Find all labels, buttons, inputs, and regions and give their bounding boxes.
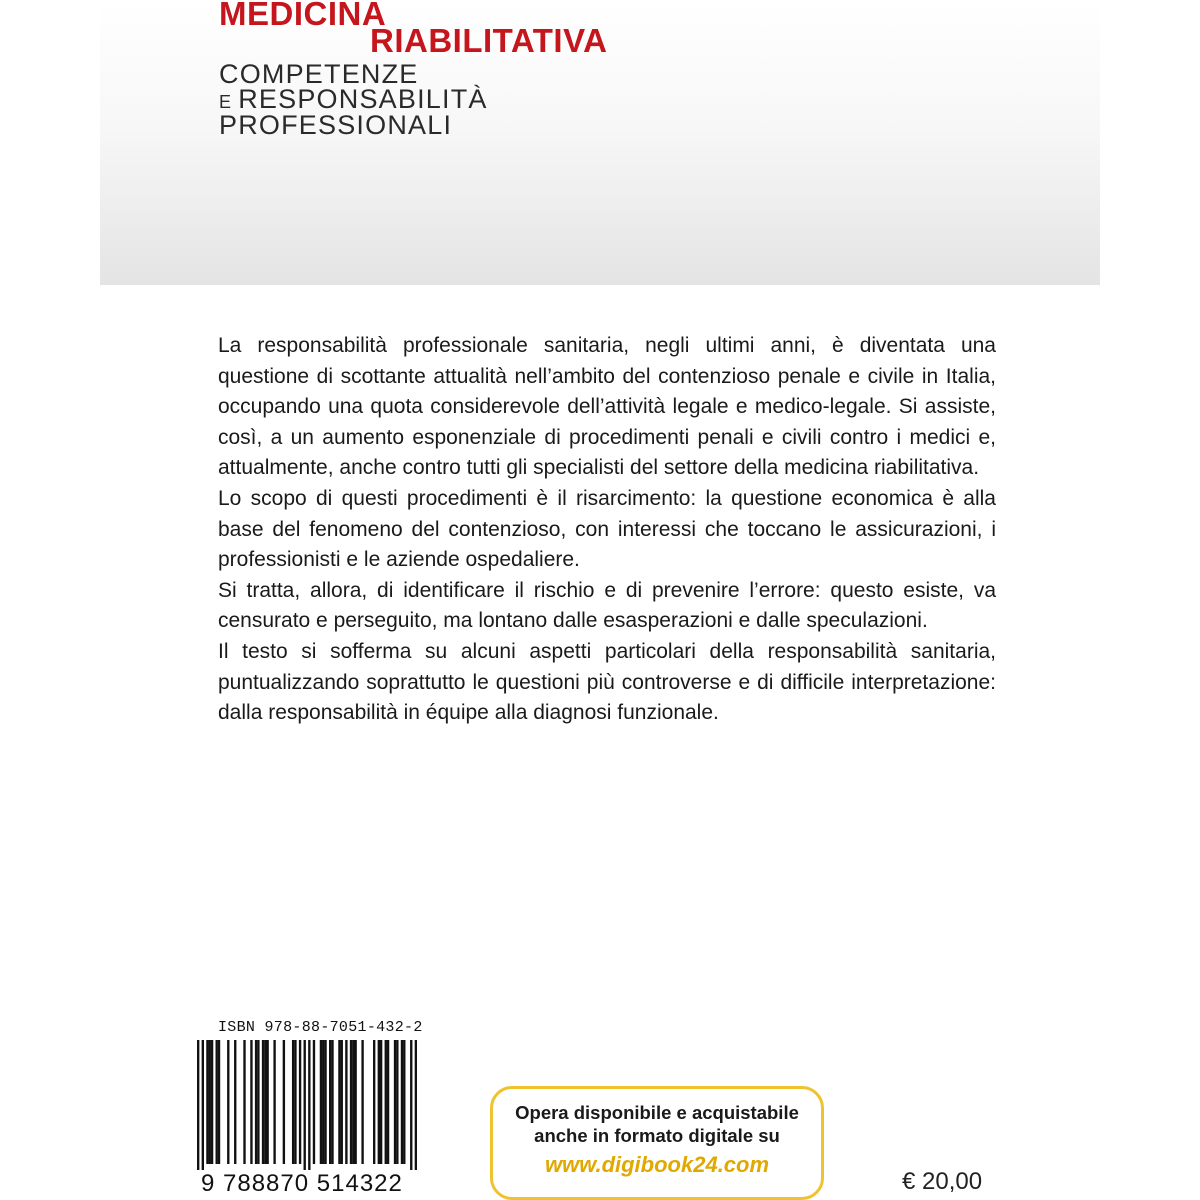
barcode-bar: [266, 1040, 268, 1164]
subtitle-conjunction: E: [219, 92, 233, 112]
barcode-bar: [403, 1040, 405, 1164]
barcode-bar: [206, 1040, 208, 1164]
barcode-bar: [255, 1040, 257, 1164]
barcode-bar: [250, 1040, 252, 1164]
subtitle-line-2: [219, 86, 488, 113]
title-line-2: RIABILITATIVA: [370, 22, 608, 59]
barcode-digits: 9 788870 514322: [201, 1170, 403, 1197]
barcode-bar: [361, 1040, 363, 1164]
barcode-bar: [243, 1040, 245, 1164]
promo-line-2: anche in formato digitale su: [534, 1125, 780, 1146]
barcode-bar: [320, 1040, 322, 1164]
subtitle-line-2-text: RESPONSABILITÀ: [238, 84, 488, 114]
barcode-bar: [341, 1040, 343, 1164]
blurb-paragraph-1: La responsabilità professionale sanitaria, negli ultimi anni, è diventata una questione di scottante attualità nell’ambito del contenzioso penale e civile in Italia, occupando una quota considerevole dell’attività legale e medico-legale. Si assiste, così, a un aumento esponenziale di procedimenti penali e civili contro i medici e, attualmente, anche contro tutti gli specialisti del settore della medicina riabilitativa.: [218, 334, 996, 480]
barcode-bar: [292, 1040, 294, 1164]
barcode-bar: [324, 1040, 326, 1164]
barcode-bar: [209, 1040, 211, 1164]
barcode-bar: [202, 1040, 204, 1170]
barcode-bar: [352, 1040, 354, 1164]
barcode-bar: [345, 1040, 347, 1164]
barcode-bar: [197, 1040, 199, 1170]
barcode-bar: [262, 1040, 264, 1164]
barcode-bar: [380, 1040, 382, 1164]
barcode-bar: [410, 1040, 412, 1170]
blurb-paragraph-2: Lo scopo di questi procedimenti è il risarcimento: la questione economica è alla base del fenomeno del contenzioso, con interessi che toccano le assicurazioni, i professionisti e le aziende ospedaliere.: [218, 486, 996, 572]
barcode-bar: [338, 1040, 340, 1164]
barcode-bar: [264, 1040, 266, 1164]
price-label: € 20,00: [902, 1168, 983, 1195]
isbn-label: ISBN 978-88-7051-432-2: [218, 1019, 423, 1036]
barcode-bar: [308, 1040, 310, 1170]
barcode-bar: [216, 1040, 218, 1164]
barcode-bar: [387, 1040, 389, 1164]
barcode-bar: [211, 1040, 213, 1164]
barcode-bar: [257, 1040, 259, 1164]
barcode: [197, 1040, 417, 1170]
barcode-bar: [385, 1040, 387, 1164]
barcode-bar: [396, 1040, 398, 1164]
subtitle-line-3: PROFESSIONALI: [219, 110, 453, 140]
barcode-bar: [373, 1040, 375, 1164]
promo-url-link[interactable]: www.digibook24.com: [544, 1152, 770, 1177]
barcode-bar: [331, 1040, 333, 1164]
digital-edition-box: [490, 1086, 824, 1200]
barcode-bar: [415, 1040, 417, 1170]
barcode-bar: [273, 1040, 275, 1164]
barcode-bar: [304, 1040, 306, 1170]
blurb-text: [218, 331, 996, 729]
barcode-bar: [294, 1040, 296, 1164]
barcode-bar: [299, 1040, 301, 1164]
promo-line-1: Opera disponibile e acquistabile: [515, 1102, 799, 1123]
blurb-paragraph-4: Il testo si sofferma su alcuni aspetti particolari della responsabilità sanitaria, puntualizzando soprattutto le questioni più controverse e di difficile interpretazione: dalla responsabilità in équipe alla diagnosi funzionale.: [218, 639, 996, 725]
subtitle-line-1: COMPETENZE: [219, 59, 419, 89]
barcode-bar: [283, 1040, 285, 1164]
barcode-bar: [394, 1040, 396, 1164]
barcode-bar: [322, 1040, 324, 1164]
barcode-bar: [218, 1040, 220, 1164]
barcode-bar: [378, 1040, 380, 1164]
barcode-bar: [350, 1040, 352, 1164]
barcode-bar: [329, 1040, 331, 1164]
blurb-paragraph-3: Si tratta, allora, di identificare il rischio e di prevenire l’errore: questo esiste, va censurato e perseguito, ma lontano dalle esasperazioni e dalle speculazioni.: [218, 578, 996, 633]
barcode-bar: [401, 1040, 403, 1164]
barcode-bar: [354, 1040, 356, 1164]
title-line-1: MEDICINA: [219, 0, 387, 32]
barcode-bar: [234, 1040, 236, 1164]
barcode-bar: [227, 1040, 229, 1164]
barcode-bar: [313, 1040, 315, 1164]
